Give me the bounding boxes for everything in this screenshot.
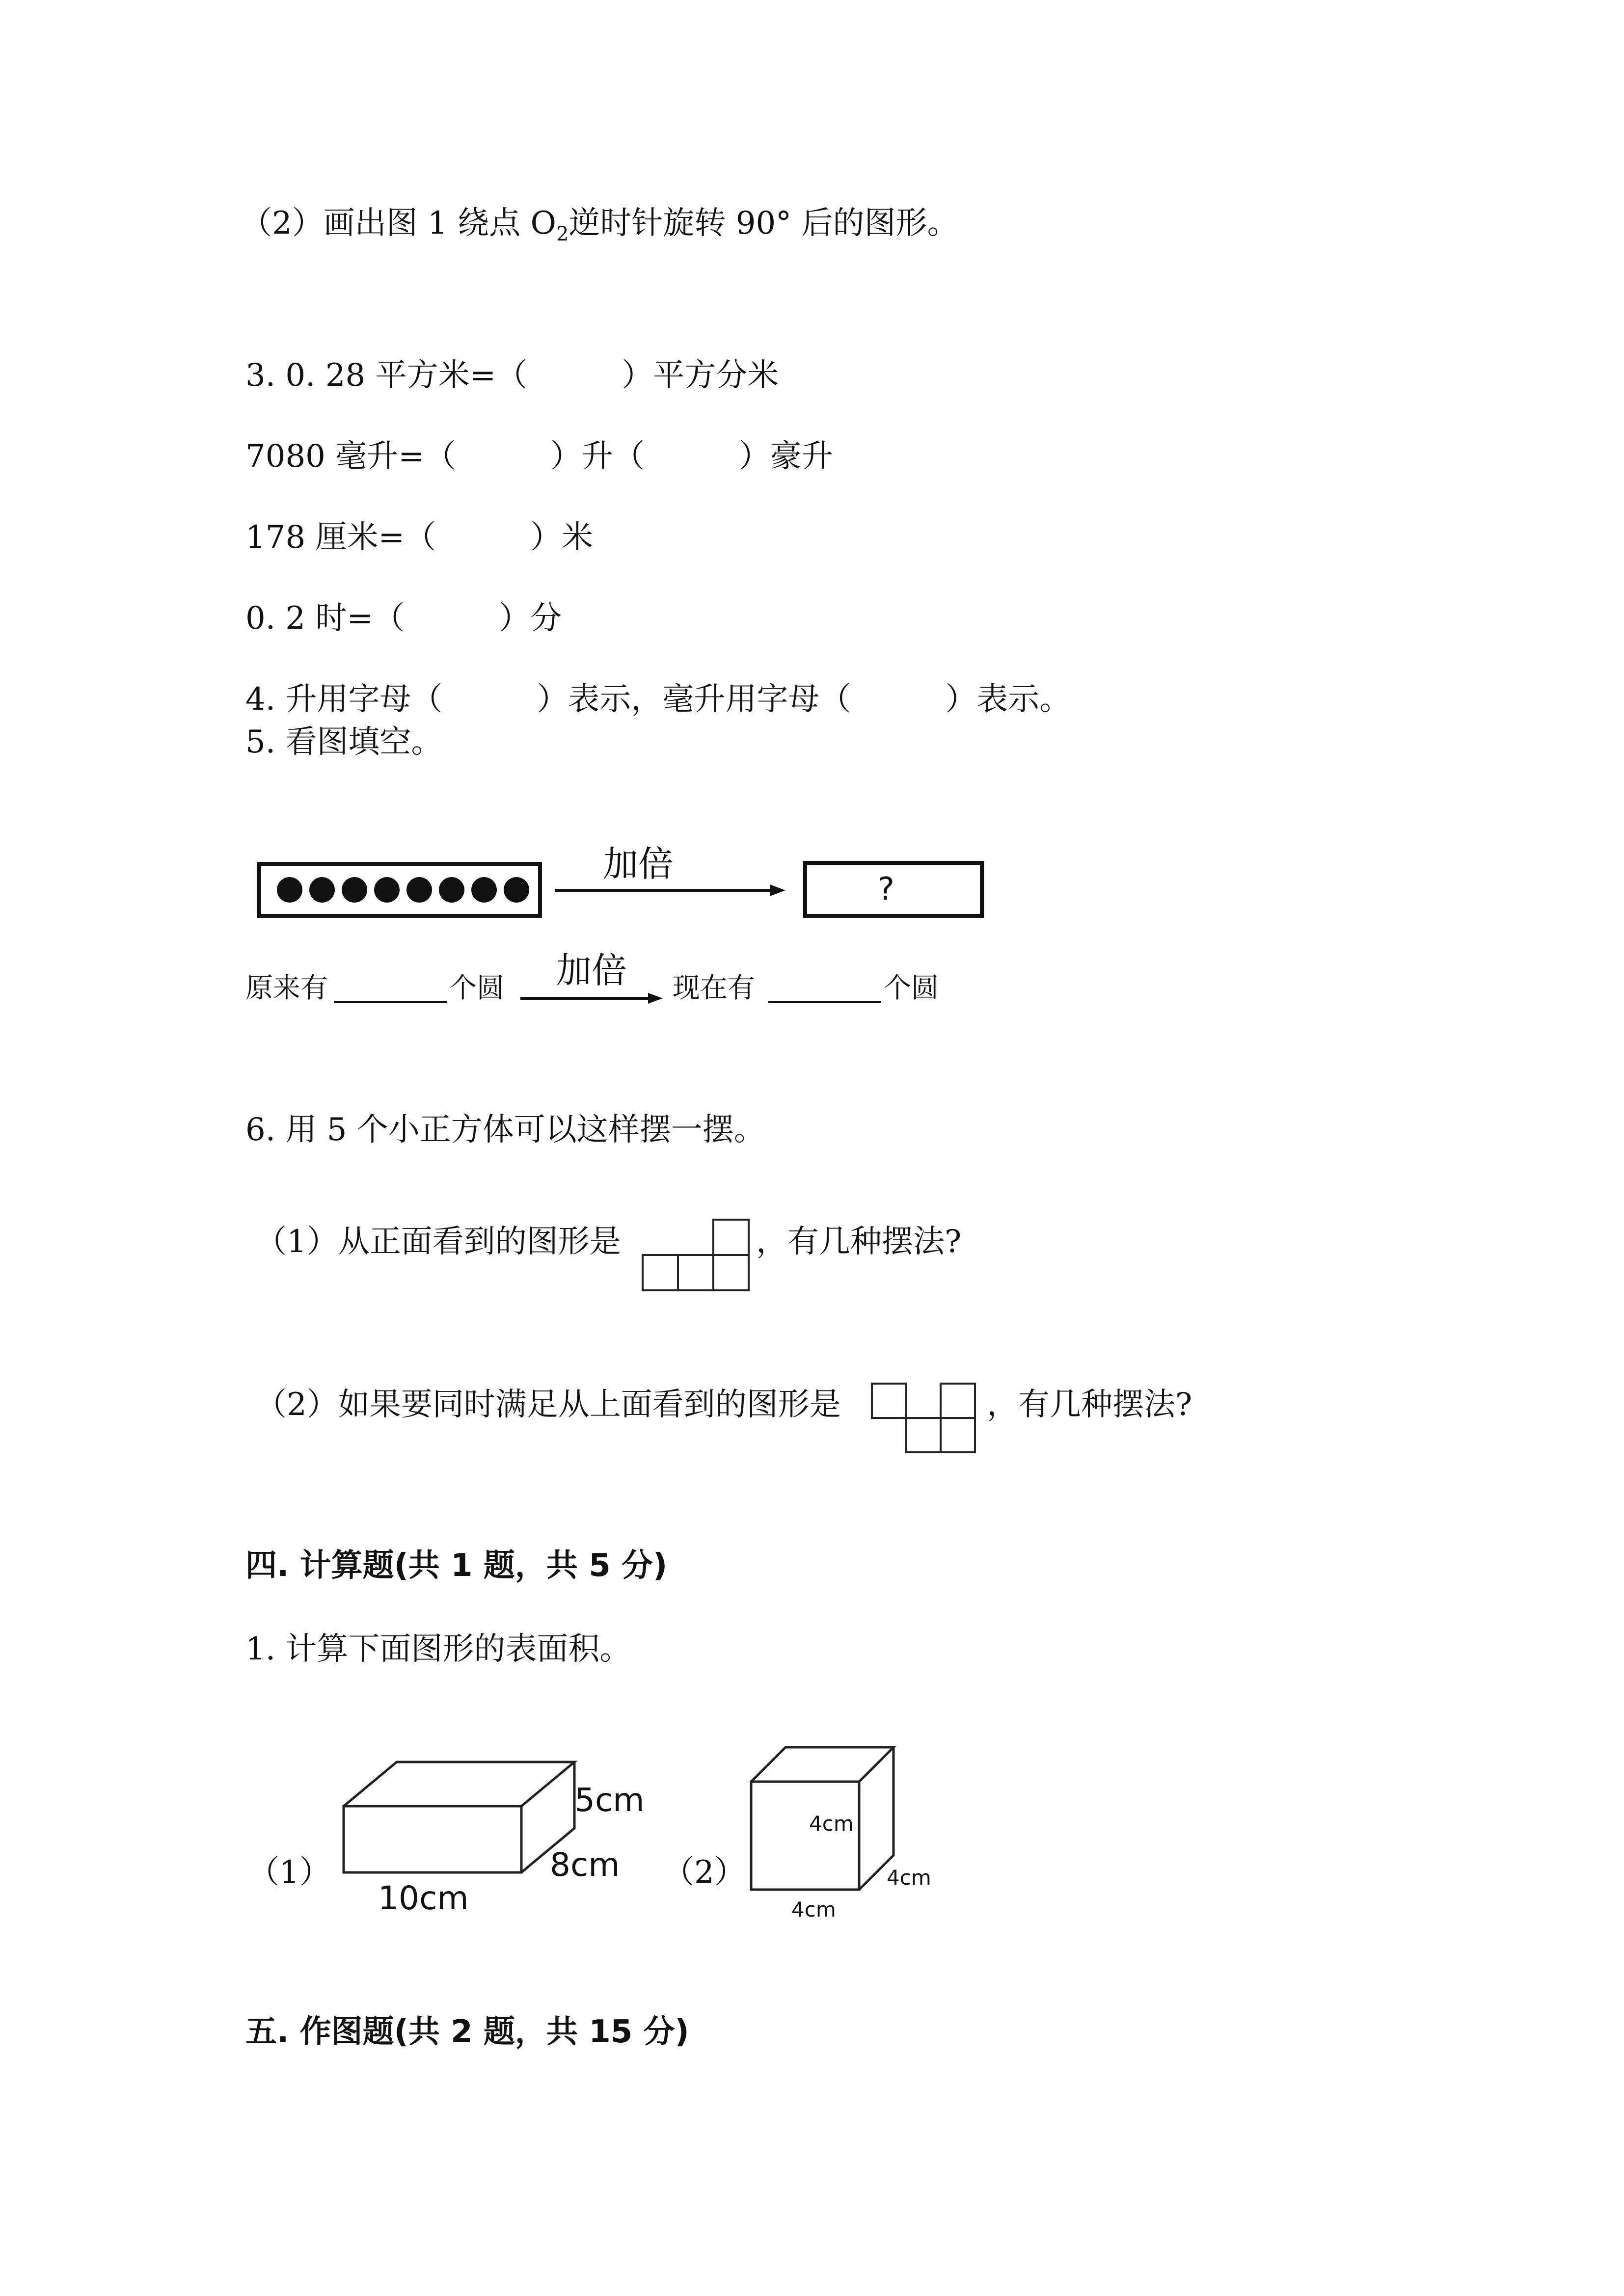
arrow-top-head xyxy=(770,884,785,896)
q6-1-text-post: ，有几种摆法? xyxy=(756,1224,962,1260)
dots-group xyxy=(277,877,529,903)
cube-width-label: 4cm xyxy=(791,1897,836,1922)
q2-2-text-b: 逆时针旋转 90° 后的图形。 xyxy=(568,205,959,241)
original-label: 原来有 xyxy=(245,972,328,1004)
q2-2-text xyxy=(241,204,959,254)
double-diagram xyxy=(241,834,1026,1021)
dot-1 xyxy=(277,877,302,903)
q6-1-text-pre: （1）从正面看到的图形是 xyxy=(255,1224,621,1260)
front-view-figure xyxy=(641,1215,754,1293)
cuboid-figure xyxy=(334,1747,707,1934)
unit-label-1: 个圆 xyxy=(449,972,504,1004)
q5-text: 5. 看图填空。 xyxy=(245,724,443,760)
dot-8 xyxy=(504,877,529,903)
arrow-label-top: 加倍 xyxy=(602,843,674,884)
question-mark: ? xyxy=(878,871,894,908)
section-5-heading: 五. 作图题(共 2 题，共 15 分) xyxy=(245,2014,689,2050)
top-view-figure xyxy=(869,1377,982,1460)
current-label: 现在有 xyxy=(673,972,755,1004)
arrow-label-bottom: 加倍 xyxy=(556,950,627,991)
q3-line-c: 178 厘米=（ ）米 xyxy=(245,519,594,556)
q3-line-b: 7080 毫升=（ ）升（ ）豪升 xyxy=(245,438,833,475)
dot-3 xyxy=(342,877,367,903)
unit-label-2: 个圆 xyxy=(884,972,939,1004)
dot-7 xyxy=(471,877,497,903)
q6-2-text-pre: （2）如果要同时满足从上面看到的图形是 xyxy=(255,1387,841,1423)
arrow-bottom-head xyxy=(648,993,663,1004)
dot-4 xyxy=(374,877,400,903)
q6-2-text-post: ，有几种摆法? xyxy=(987,1387,1192,1423)
q3-line-d: 0. 2 时=（ ）分 xyxy=(245,600,562,637)
cube-figure xyxy=(736,1733,952,1929)
q4-text: 4. 升用字母（ ）表示，毫升用字母（ ）表示。 xyxy=(245,681,1071,718)
q3-line-a: 3. 0. 28 平方米=（ ）平方分米 xyxy=(245,357,779,394)
dot-2 xyxy=(309,877,335,903)
cuboid-length-label: 10cm xyxy=(378,1879,469,1917)
section-4-heading: 四. 计算题(共 1 题，共 5 分) xyxy=(245,1548,668,1584)
q2-2-subscript: 2 xyxy=(556,222,569,245)
figure-label-1: （1） xyxy=(248,1854,331,1891)
cuboid-depth-label: 8cm xyxy=(550,1846,620,1884)
figure-label-2: （2） xyxy=(663,1854,746,1891)
dot-6 xyxy=(439,877,464,903)
cube-depth-label: 4cm xyxy=(887,1866,931,1890)
calc1-text: 1. 计算下面图形的表面积。 xyxy=(245,1631,631,1667)
q2-2-text-a: （2）画出图 1 绕点 O xyxy=(241,205,556,241)
dot-5 xyxy=(406,877,432,903)
cube-height-label: 4cm xyxy=(809,1812,854,1836)
cuboid-height-label: 5cm xyxy=(574,1781,645,1819)
q6-text: 6. 用 5 个小正方体可以这样摆一摆。 xyxy=(245,1112,765,1148)
